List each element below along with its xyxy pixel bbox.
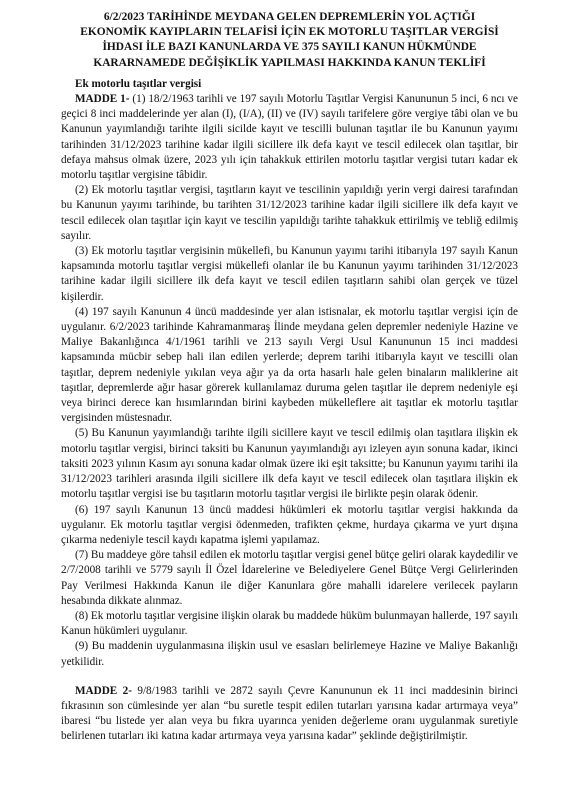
article-1-paragraph-4: (4) 197 sayılı Kanunun 4 üncü maddesinde yer alan istisnalar, ek motorlu taşıtlar vergisi için de uygulanır. 6/2/2023 tarihinde Kahramanmaraş İlinde meydana gelen depremler nedeniyle Hazine ve Maliye Bakanlığınca 4/1/1961 tarihli ve 213 sayılı Vergi Usul Kanununun 15 inci maddesi kapsamında mücbir sebep hali ilan edilen yerlerde; deprem tarihi itibarıyla kayıt ve tescilli olan taşıtlar, deprem nedeniyle yıkılan veya ağır ya da orta hasarlı hale gelen binaların maliklerine ait taşıtlar, depremlerde ağır hasar görerek kullanılamaz duruma gelen taşıtlar ile deprem nedeniyle eşi veya birinci derece kan hısımlarından birini kaybeden mükelleflere ait taşıtlar ek motorlu taşıtlar vergisinden müstesnadır. xyxy=(61,305,518,425)
article-1-label: MADDE 1- xyxy=(75,93,130,106)
article-1-paragraph-5: (5) Bu Kanunun yayımlandığı tarihte ilgili sicillere kayıt ve tescil edilmiş olan taşıtlara ilişkin ek motorlu taşıtlar vergisi, birinci taksiti bu Kanunun yayımlandığı ayı izleyen ayın sonuna kadar, ikinci taksiti 2023 yılının Kasım ayı sonuna kadar olmak üzere iki eşit taksitte; bu Kanunun yayımı tarihi ila 31/12/2023 tarihleri arasında ilgili sicillere ilk defa kayıt ve tescil edilecek olan taşıtlara ilişkin ek motorlu taşıtlar vergisi ise bu taşıtların motorlu taşıtlar vergisi ile birlikte peşin olarak ödenir. xyxy=(61,427,518,501)
section-spacer xyxy=(61,670,518,684)
article-1-paragraph-6: (6) 197 sayılı Kanunun 13 üncü maddesi hükümleri ek motorlu taşıtlar vergisi hakkında da uygulanır. Ek motorlu taşıtlar vergisi ödenmeden, trafikten çekme, hurdaya çıkarma ve yurt dışına çıkarma nedeniyle tescil kaydı kapatma işlemi yapılamaz. xyxy=(61,503,518,546)
article-1-paragraph-8: (8) Ek motorlu taşıtlar vergisine ilişkin olarak bu maddede hüküm bulunmayan hallerde, 197 sayılı Kanun hükümleri uygulanır. xyxy=(61,609,518,638)
title-line-2: EKONOMİK KAYIPLARIN TELAFİSİ İÇİN EK MOTORLU TAŞITLAR VERGİSİ xyxy=(80,26,499,39)
article-2-text: 9/8/1983 tarihli ve 2872 sayılı Çevre Kanununun ek 11 inci maddesinin birinci fıkrasının son cümlesinde yer alan “bu suretle tespit edilen tutarları yarısına kadar artırmaya veya” ibaresi “bu listede yer alan veya bu fıkra uyarınca yeniden değerleme oranı uygulanmak suretiyle belirlenen tutarları iki katına kadar artırmaya veya yarısına kadar” şeklinde değiştirilmiştir. xyxy=(61,684,518,743)
article-2-label: MADDE 2- xyxy=(75,684,132,697)
article-1-text: (1) 18/2/1963 tarihli ve 197 sayılı Motorlu Taşıtlar Vergisi Kanununun 5 inci, 6 ncı ve geçici 8 inci maddelerinde yer alan (I), (I/A), (II) ve (IV) sayılı tarifelere göre vergiye tâbi olan ve bu Kanunun yayımlandığı tarihte ilgili sicilde kayıt ve tescilli bulunan taşıtlar ile bu Kanunun yayımı tarihinden 31/12/2023 tarihine kadar ilgili sicillere ilk defa kayıt ve tescil edilecek olan taşıtlar, bir defaya mahsus olmak üzere, 2023 yılı için tahakkuk ettirilen motorlu taşıtlar vergisi tutarı kadar ek motorlu taşıtlar vergisine tâbidir. xyxy=(61,93,518,182)
article-1-paragraph-3: (3) Ek motorlu taşıtlar vergisinin mükellefi, bu Kanunun yayımı tarihi itibarıyla 197 sayılı Kanun kapsamında motorlu taşıtlar vergisi mükellefi olanlar ile bu Kanunun yayımı tarihinden 31/12/2023 tarihine kadar ilgili sicillere ilk defa kayıt ve tescil edilen taşıtların sahibi olan gerçek ve tüzel kişilerdir. xyxy=(61,245,518,303)
document-title xyxy=(61,10,518,71)
title-line-4: KARARNAMEDE DEĞİŞİKLİK YAPILMASI HAKKINDA KANUN TEKLİFİ xyxy=(93,56,486,69)
article-1-paragraph-2: (2) Ek motorlu taşıtlar vergisi, taşıtların kayıt ve tescilinin yapıldığı yerin vergi dairesi tarafından bu Kanunun yayımı tarihinde, bu tarihten 31/12/2023 tarihine kadar ilgili sicillere ilk defa kayıt ve tescil edilecek olan taşıtlar için kayıt ve tescilin yapıldığı tarihte tahakkuk ettirilmiş ve tebliğ edilmiş sayılır. xyxy=(61,184,518,242)
title-line-1: 6/2/2023 TARİHİNDE MEYDANA GELEN DEPREMLERİN YOL AÇTIĞI xyxy=(103,11,476,23)
title-line-3: İHDASI İLE BAZI KANUNLARDA VE 375 SAYILI KANUN HÜKMÜNDE xyxy=(102,41,477,54)
article-1-paragraph-7: (7) Bu maddeye göre tahsil edilen ek motorlu taşıtlar vergisi genel bütçe geliri olarak kaydedilir ve 2/7/2008 tarihli ve 5779 sayılı İl Özel İdarelerine ve Belediyelere Genel Bütçe Vergi Gelirlerinden Pay Verilmesi Hakkında Kanun ile diğer Kanunlara göre mahalli idarelere verilecek payların hesabında dikkate alınmaz. xyxy=(61,549,518,607)
article-1-paragraph-9: (9) Bu maddenin uygulanmasına ilişkin usul ve esasları belirlemeye Hazine ve Maliye Bakanlığı yetkilidir. xyxy=(61,640,518,668)
article-2-paragraph xyxy=(61,684,518,745)
section-heading: Ek motorlu taşıtlar vergisi xyxy=(75,77,202,90)
article-1-paragraph-1 xyxy=(61,92,518,183)
